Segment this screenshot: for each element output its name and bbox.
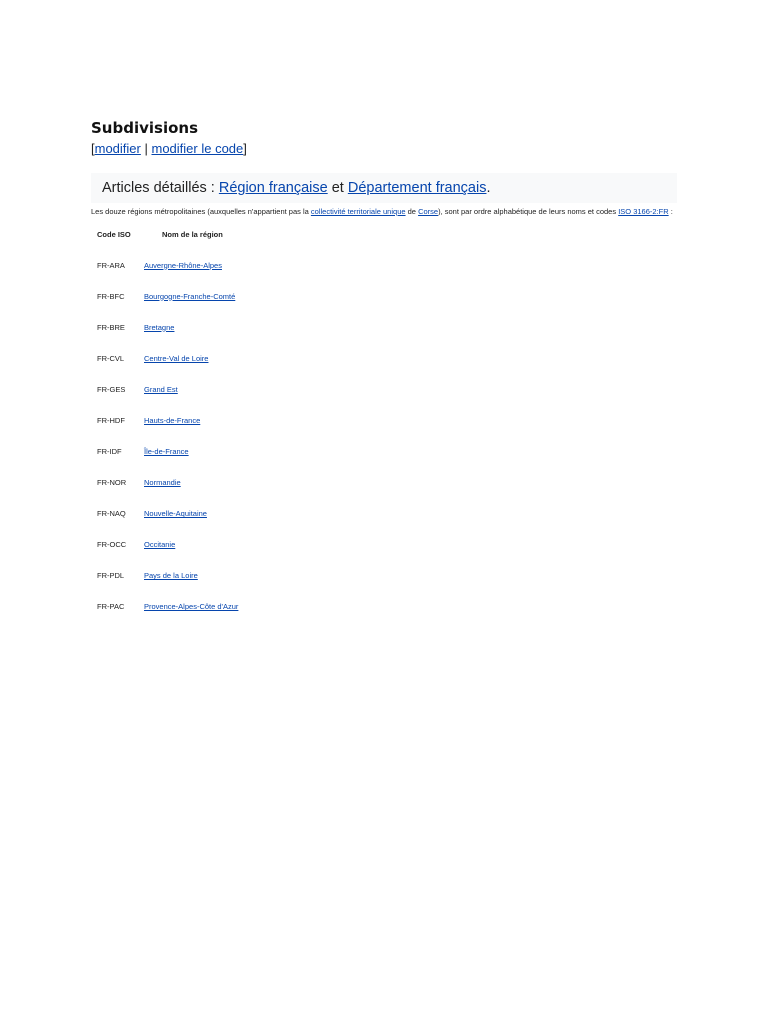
- hatnote-prefix: Articles détaillés :: [102, 180, 219, 196]
- hatnote-suffix: .: [486, 180, 491, 196]
- detailed-articles-hatnote: [91, 173, 677, 203]
- table-row: [91, 246, 382, 292]
- section-title: Subdivisions: [91, 119, 198, 137]
- edit-separator: |: [140, 141, 152, 156]
- region-link[interactable]: Centre-Val de Loire: [144, 353, 209, 363]
- region-link[interactable]: Auvergne-Rhône-Alpes: [144, 260, 222, 270]
- region-name-cell: [144, 292, 382, 323]
- region-code: FR-ARA: [97, 260, 125, 270]
- region-code: FR-BRE: [97, 322, 125, 332]
- region-code: FR-HDF: [97, 415, 125, 425]
- region-code: FR-NOR: [97, 478, 127, 488]
- iso-3166-link[interactable]: ISO 3166-2:FR: [618, 207, 669, 216]
- region-name-cell: [144, 447, 382, 478]
- table-row: [91, 571, 382, 602]
- edit-code-link[interactable]: modifier le code: [151, 141, 244, 156]
- region-code: FR-PDL: [97, 571, 125, 581]
- region-name-cell: [144, 385, 382, 416]
- region-code: FR-IDF: [97, 446, 122, 456]
- intro-text-2: de: [405, 207, 419, 216]
- intro-paragraph: [91, 208, 677, 217]
- region-code: FR-BFC: [97, 291, 125, 301]
- table-row: [91, 292, 382, 323]
- regions-table: [91, 230, 382, 634]
- region-link[interactable]: Occitanie: [144, 540, 176, 550]
- region-link[interactable]: Bourgogne-Franche-Comté: [144, 291, 236, 301]
- region-name-cell: [144, 246, 382, 292]
- intro-text-3: ), sont par ordre alphabétique de leurs noms et codes: [438, 207, 619, 216]
- edit-close-bracket: ]: [243, 141, 247, 156]
- region-link[interactable]: Île-de-France: [144, 446, 189, 456]
- hatnote-middle: et: [327, 180, 348, 196]
- region-name-cell: [144, 540, 382, 571]
- region-name-cell: [144, 571, 382, 602]
- table-row: [91, 385, 382, 416]
- header-code-iso: Code ISO: [97, 229, 131, 239]
- header-region-name: Nom de la région: [162, 229, 223, 239]
- table-header-row: [91, 230, 382, 246]
- region-code: FR-PAC: [97, 602, 125, 612]
- collectivite-link[interactable]: collectivité territoriale unique: [310, 207, 406, 216]
- region-code: FR-NAQ: [97, 509, 126, 519]
- region-name-cell: [144, 416, 382, 447]
- table-row: [91, 602, 382, 633]
- region-name-cell: [144, 509, 382, 540]
- table-row: [91, 478, 382, 509]
- region-name-cell: [144, 602, 382, 633]
- region-name-cell: [144, 354, 382, 385]
- region-code: FR-GES: [97, 384, 126, 394]
- edit-section-links: [91, 140, 677, 158]
- table-row: [91, 416, 382, 447]
- region-link[interactable]: Hauts-de-France: [144, 415, 201, 425]
- table-row: [91, 323, 382, 354]
- region-name-cell: [144, 478, 382, 509]
- region-link[interactable]: Provence-Alpes-Côte d'Azur: [144, 602, 239, 612]
- page-content: [91, 118, 677, 634]
- table-row: [91, 447, 382, 478]
- table-row: [91, 509, 382, 540]
- table-row: [91, 354, 382, 385]
- regions-table-body: [91, 246, 382, 634]
- region-link[interactable]: Grand Est: [144, 384, 178, 394]
- region-link[interactable]: Nouvelle-Aquitaine: [144, 509, 207, 519]
- table-row: [91, 540, 382, 571]
- departement-francais-link[interactable]: Département français: [347, 180, 487, 196]
- region-link[interactable]: Normandie: [144, 478, 181, 488]
- intro-text-4: :: [668, 207, 673, 216]
- region-francaise-link[interactable]: Région française: [218, 180, 328, 196]
- edit-link[interactable]: modifier: [94, 141, 141, 156]
- corse-link[interactable]: Corse: [418, 207, 439, 216]
- intro-text-1: Les douze régions métropolitaines (auxquelles n'appartient pas la: [91, 207, 311, 216]
- region-link[interactable]: Bretagne: [144, 322, 175, 332]
- region-code: FR-OCC: [97, 540, 127, 550]
- region-link[interactable]: Pays de la Loire: [144, 571, 198, 581]
- region-name-cell: [144, 323, 382, 354]
- region-code: FR-CVL: [97, 353, 125, 363]
- edit-open-bracket: [: [91, 141, 95, 156]
